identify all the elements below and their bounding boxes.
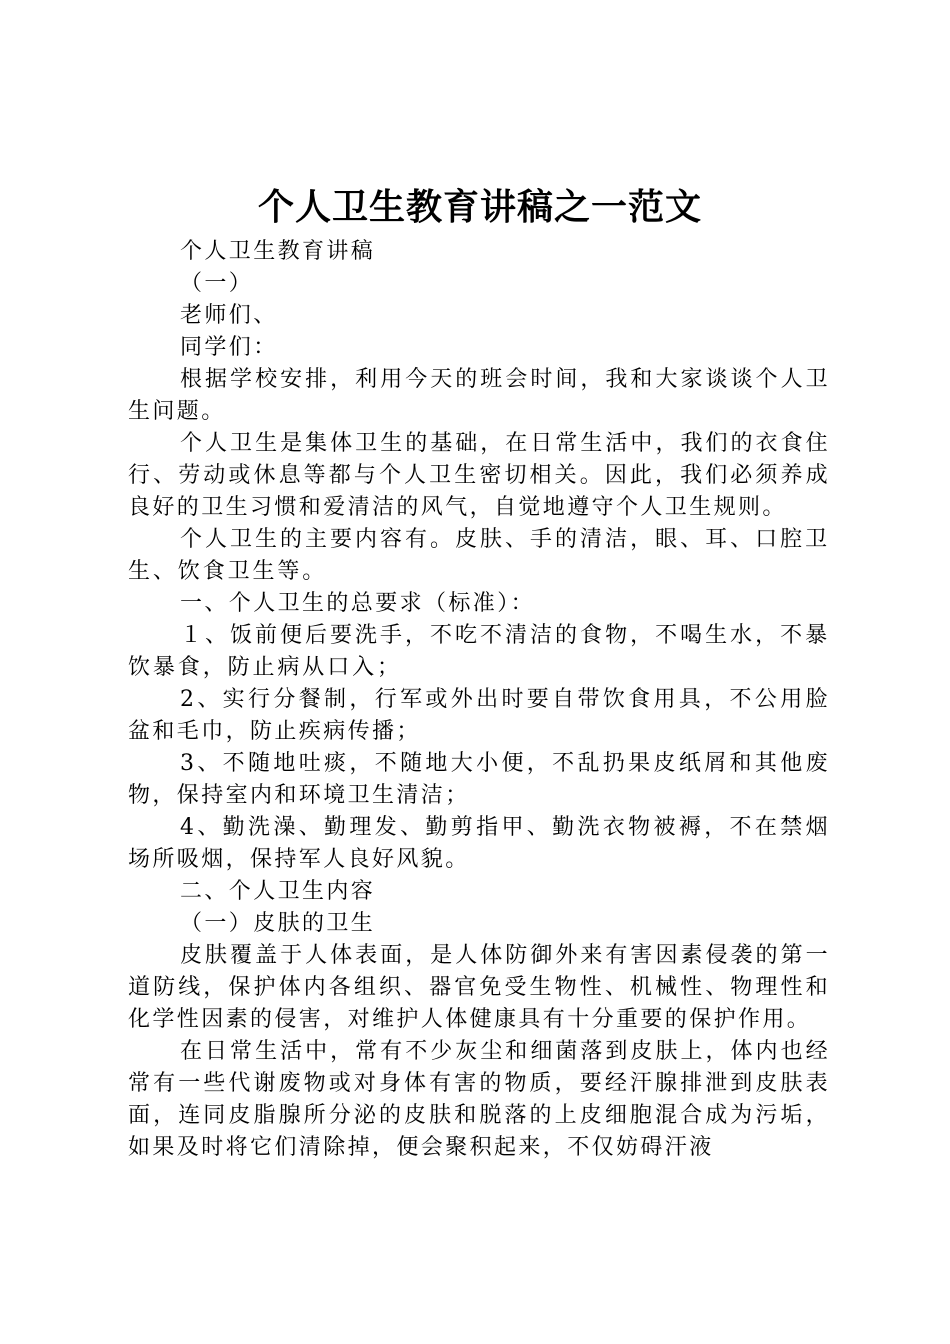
- list-item: 2、实行分餐制，行军或外出时要自带饮食用具，不公用脸盆和毛巾，防止疾病传播；: [128, 687, 830, 744]
- paragraph: 个人卫生教育讲稿: [180, 239, 376, 264]
- paragraph: （一）: [180, 271, 254, 296]
- paragraph: 同学们：: [180, 335, 278, 360]
- paragraph: 个人卫生的主要内容有。皮肤、手的清洁，眼、耳、口腔卫生、饮食卫生等。: [128, 527, 830, 584]
- list-item: 4、勤洗澡、勤理发、勤剪指甲、勤洗衣物被褥，不在禁烟场所吸烟，保持军人良好风貌。: [128, 815, 830, 872]
- document-body: [128, 236, 830, 1164]
- paragraph: 个人卫生是集体卫生的基础，在日常生活中，我们的衣食住行、劳动或休息等都与个人卫生密切相关。因此，我们必须养成良好的卫生习惯和爱清洁的风气，自觉地遵守个人卫生规则。: [128, 431, 830, 520]
- subsection-heading: （一）皮肤的卫生: [180, 911, 376, 936]
- list-item: １、饭前便后要洗手，不吃不清洁的食物，不喝生水，不暴饮暴食，防止病从口入；: [128, 623, 830, 680]
- list-item: 3、不随地吐痰，不随地大小便，不乱扔果皮纸屑和其他废物，保持室内和环境卫生清洁；: [128, 751, 830, 808]
- paragraph: 根据学校安排，利用今天的班会时间，我和大家谈谈个人卫生问题。: [128, 367, 830, 424]
- paragraph: 在日常生活中，常有不少灰尘和细菌落到皮肤上，体内也经常有一些代谢废物或对身体有害的物质，要经汗腺排泄到皮肤表面，连同皮脂腺所分泌的皮肤和脱落的上皮细胞混合成为污垢，如果及时将它们清除掉，便会聚积起来，不仅妨碍汗液: [128, 1039, 830, 1160]
- section-heading: 一、个人卫生的总要求（标准）：: [180, 591, 536, 616]
- paragraph: 老师们、: [180, 303, 278, 328]
- section-heading: 二、个人卫生内容: [180, 879, 376, 904]
- paragraph: 皮肤覆盖于人体表面，是人体防御外来有害因素侵袭的第一道防线，保护体内各组织、器官免受生物性、机械性、物理性和化学性因素的侵害，对维护人体健康具有十分重要的保护作用。: [128, 943, 830, 1032]
- document-title: 个人卫生教育讲稿之一范文: [257, 187, 702, 228]
